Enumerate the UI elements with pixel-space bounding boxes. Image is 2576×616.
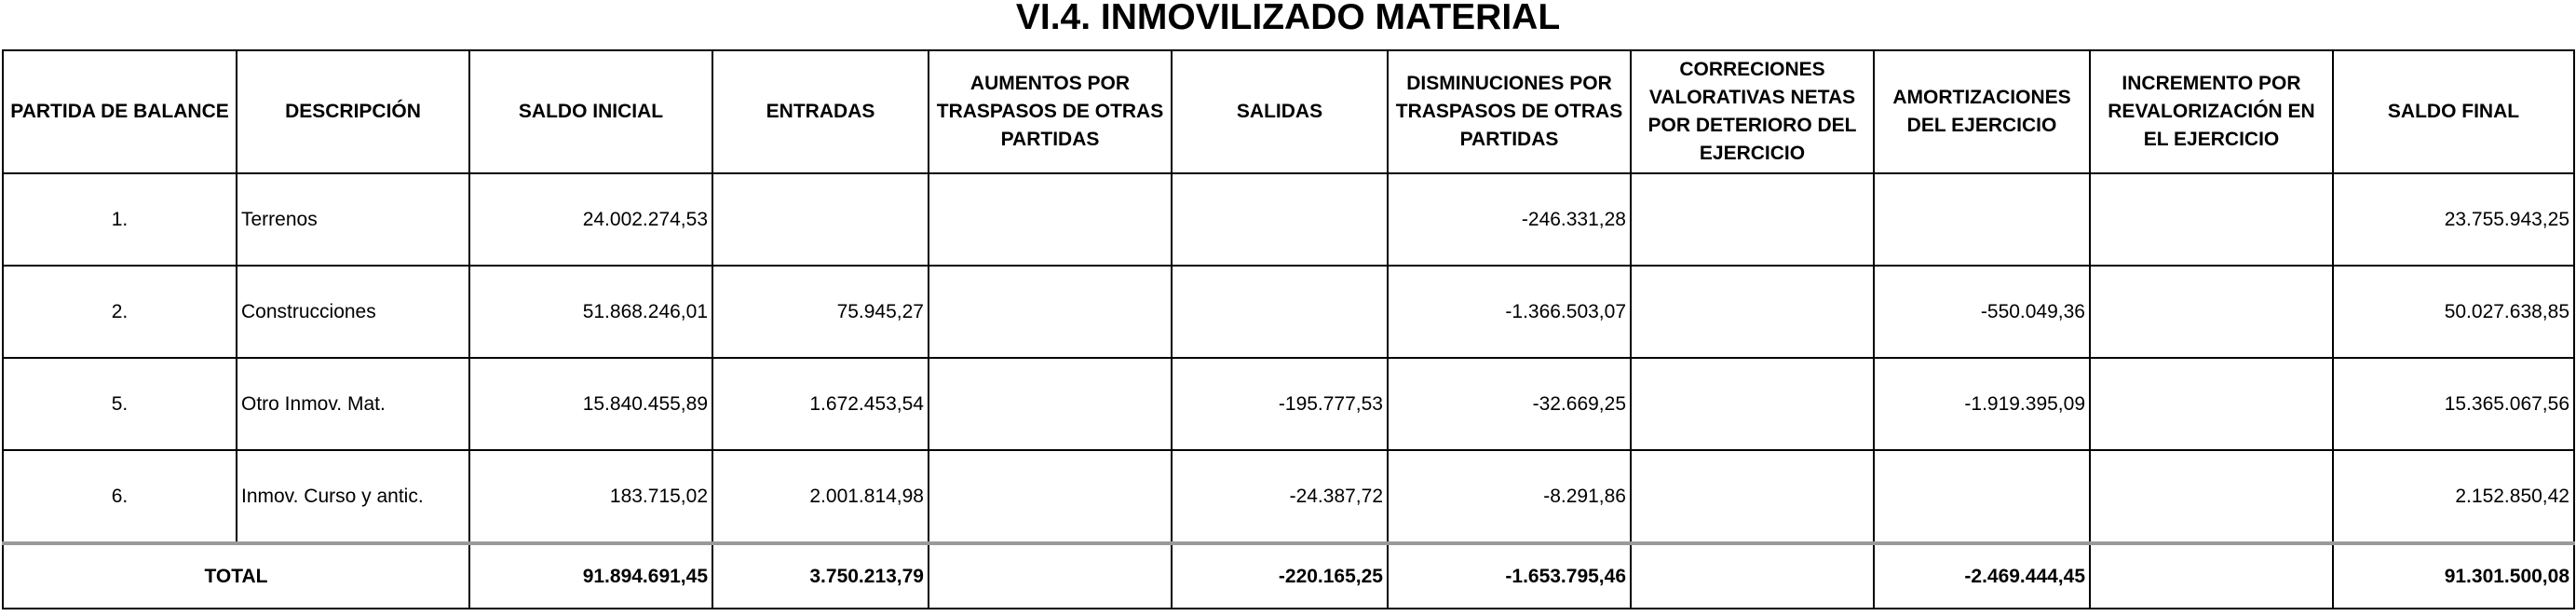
header-aumentos: AUMENTOS POR TRASPASOS DE OTRAS PARTIDAS xyxy=(929,50,1172,173)
table-row xyxy=(3,358,2574,450)
cell-partida: 1. xyxy=(3,173,237,266)
header-partida: PARTIDA DE BALANCE xyxy=(3,50,237,173)
cell-entradas xyxy=(712,173,929,266)
total-correcciones xyxy=(1631,543,1874,609)
cell-incremento xyxy=(2090,358,2333,450)
cell-descripcion: Construcciones xyxy=(237,266,469,358)
cell-partida: 5. xyxy=(3,358,237,450)
cell-amortizaciones: -550.049,36 xyxy=(1874,266,2090,358)
cell-amortizaciones xyxy=(1874,173,2090,266)
cell-correcciones xyxy=(1631,450,1874,543)
table-row xyxy=(3,450,2574,543)
cell-correcciones xyxy=(1631,358,1874,450)
cell-aumentos xyxy=(929,173,1172,266)
cell-amortizaciones: -1.919.395,09 xyxy=(1874,358,2090,450)
cell-correcciones xyxy=(1631,266,1874,358)
cell-saldo-inicial: 24.002.274,53 xyxy=(469,173,712,266)
header-salidas: SALIDAS xyxy=(1172,50,1388,173)
cell-aumentos xyxy=(929,266,1172,358)
table-row xyxy=(3,173,2574,266)
total-aumentos xyxy=(929,543,1172,609)
table-row xyxy=(3,266,2574,358)
total-salidas: -220.165,25 xyxy=(1172,543,1388,609)
header-entradas: ENTRADAS xyxy=(712,50,929,173)
page-title: VI.4. INMOVILIZADO MATERIAL xyxy=(1015,0,1561,37)
total-disminuciones: -1.653.795,46 xyxy=(1388,543,1631,609)
cell-incremento xyxy=(2090,266,2333,358)
cell-saldo-final: 50.027.638,85 xyxy=(2333,266,2574,358)
cell-salidas xyxy=(1172,173,1388,266)
total-row xyxy=(3,543,2574,609)
cell-amortizaciones xyxy=(1874,450,2090,543)
cell-partida: 6. xyxy=(3,450,237,543)
header-disminuciones: DISMINUCIONES POR TRASPASOS DE OTRAS PARTIDAS xyxy=(1388,50,1631,173)
header-saldo-final: SALDO FINAL xyxy=(2333,50,2574,173)
cell-entradas: 1.672.453,54 xyxy=(712,358,929,450)
header-correcciones: CORRECIONES VALORATIVAS NETAS POR DETERIORO DEL EJERCICIO xyxy=(1631,50,1874,173)
total-saldo-inicial: 91.894.691,45 xyxy=(469,543,712,609)
cell-aumentos xyxy=(929,358,1172,450)
header-incremento: INCREMENTO POR REVALORIZACIÓN EN EL EJERCICIO xyxy=(2090,50,2333,173)
total-label: TOTAL xyxy=(3,543,469,609)
cell-salidas xyxy=(1172,266,1388,358)
inmovilizado-table xyxy=(2,49,2575,609)
cell-saldo-inicial: 183.715,02 xyxy=(469,450,712,543)
cell-aumentos xyxy=(929,450,1172,543)
cell-salidas: -24.387,72 xyxy=(1172,450,1388,543)
cell-descripcion: Inmov. Curso y antic. xyxy=(237,450,469,543)
cell-entradas: 2.001.814,98 xyxy=(712,450,929,543)
header-descripcion: DESCRIPCIÓN xyxy=(237,50,469,173)
cell-saldo-inicial: 15.840.455,89 xyxy=(469,358,712,450)
cell-disminuciones: -1.366.503,07 xyxy=(1388,266,1631,358)
header-amortizaciones: AMORTIZACIONES DEL EJERCICIO xyxy=(1874,50,2090,173)
total-entradas: 3.750.213,79 xyxy=(712,543,929,609)
cell-correcciones xyxy=(1631,173,1874,266)
cell-incremento xyxy=(2090,450,2333,543)
cell-disminuciones: -8.291,86 xyxy=(1388,450,1631,543)
cell-saldo-final: 15.365.067,56 xyxy=(2333,358,2574,450)
cell-incremento xyxy=(2090,173,2333,266)
total-saldo-final: 91.301.500,08 xyxy=(2333,543,2574,609)
cell-disminuciones: -246.331,28 xyxy=(1388,173,1631,266)
cell-partida: 2. xyxy=(3,266,237,358)
cell-saldo-final: 23.755.943,25 xyxy=(2333,173,2574,266)
cell-disminuciones: -32.669,25 xyxy=(1388,358,1631,450)
cell-saldo-final: 2.152.850,42 xyxy=(2333,450,2574,543)
header-row xyxy=(3,50,2574,173)
total-amortizaciones: -2.469.444,45 xyxy=(1874,543,2090,609)
cell-entradas: 75.945,27 xyxy=(712,266,929,358)
header-saldo-inicial: SALDO INICIAL xyxy=(469,50,712,173)
cell-descripcion: Otro Inmov. Mat. xyxy=(237,358,469,450)
cell-salidas: -195.777,53 xyxy=(1172,358,1388,450)
cell-saldo-inicial: 51.868.246,01 xyxy=(469,266,712,358)
cell-descripcion: Terrenos xyxy=(237,173,469,266)
total-incremento xyxy=(2090,543,2333,609)
